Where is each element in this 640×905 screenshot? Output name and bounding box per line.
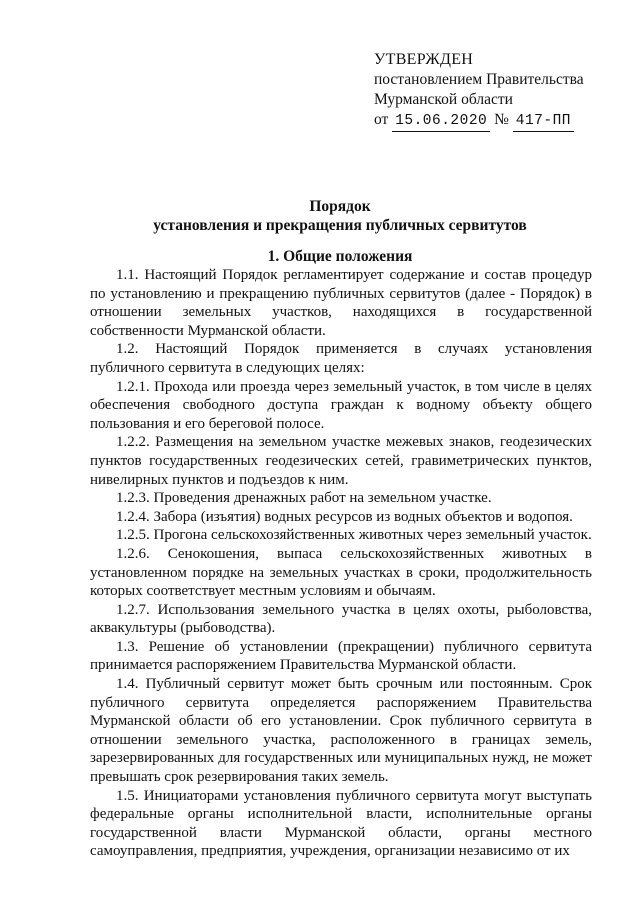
paragraph-1-2: 1.2. Настоящий Порядок применяется в случаях установления публичного сервитута в следующих целях: [90, 341, 592, 376]
document-body [90, 266, 592, 861]
paragraph-1-2-5: 1.2.5. Прогона сельскохозяйственных животных через земельный участок. [116, 527, 592, 544]
paragraph-1-5: 1.5. Инициаторами установления публичного сервитута могут выступать федеральные органы исполнительной власти, исполнительные органы государственной власти Мурманской области, органы местного самоуправления, предприятия, учреждения, организации независимо от их [90, 787, 592, 860]
paragraph-1-4: 1.4. Публичный сервитут может быть срочным или постоянным. Срок публичного сервитута определяется распоряжением Правительства Мурманской области об его установлении. Срок публичного сервитута в отношении земельного участка, расположенного в границах земель, зарезервированных для государственных или муниципальных нужд, не может превышать срок резервирования таких земель. [90, 676, 592, 786]
paragraph-1-2-1: 1.2.1. Прохода или проезда через земельный участок, в том числе в целях обеспечения свободного доступа граждан к водному объекту общего пользования и его береговой полосе. [90, 378, 592, 432]
document-subtitle: установления и прекращения публичных сервитутов [153, 217, 527, 234]
approval-block [374, 50, 614, 132]
approval-date: 15.06.2020 [392, 111, 490, 132]
date-prefix: от [374, 111, 389, 128]
approval-line-1: постановлением Правительства [374, 71, 584, 88]
paragraph-1-2-6: 1.2.6. Сенокошения, выпаса сельскохозяйственных животных в установленном порядке на земельных участках в сроки, продолжительность которых соответствует местным условиям и обычаям. [90, 545, 592, 600]
paragraph-1-2-7: 1.2.7. Использования земельного участка в целях охоты, рыболовства, аквакультуры (рыбоводства). [90, 601, 592, 637]
paragraph-1-2-4: 1.2.4. Забора (изъятия) водных ресурсов из водных объектов и водопоя. [116, 508, 573, 525]
document-title: Порядок [309, 198, 371, 215]
approval-heading: УТВЕРЖДЕН [374, 51, 474, 68]
approval-line-2: Мурманской области [374, 91, 513, 108]
number-prefix: № [494, 111, 509, 128]
paragraph-1-3: 1.3. Решение об установлении (прекращении) публичного сервитута принимается распоряжением Правительства Мурманской области. [90, 638, 592, 674]
approval-date-row [374, 110, 614, 132]
paragraph-1-2-3: 1.2.3. Проведения дренажных работ на земельном участке. [116, 490, 492, 507]
section-heading: 1. Общие положения [267, 248, 413, 265]
paragraph-1-1: 1.1. Настоящий Порядок регламентирует содержание и состав процедур по установлению и прекращению публичных сервитутов (далее - Порядок) в отношении земельных участков, находящихся в государственной собственности Мурманской области. [90, 267, 592, 339]
approval-number: 417-ПП [513, 111, 574, 132]
paragraph-1-2-2: 1.2.2. Размещения на земельном участке межевых знаков, геодезических пунктов государственных геодезических сетей, гравиметрических пунктов, нивелирных пунктов и подъездов к ним. [90, 434, 592, 488]
